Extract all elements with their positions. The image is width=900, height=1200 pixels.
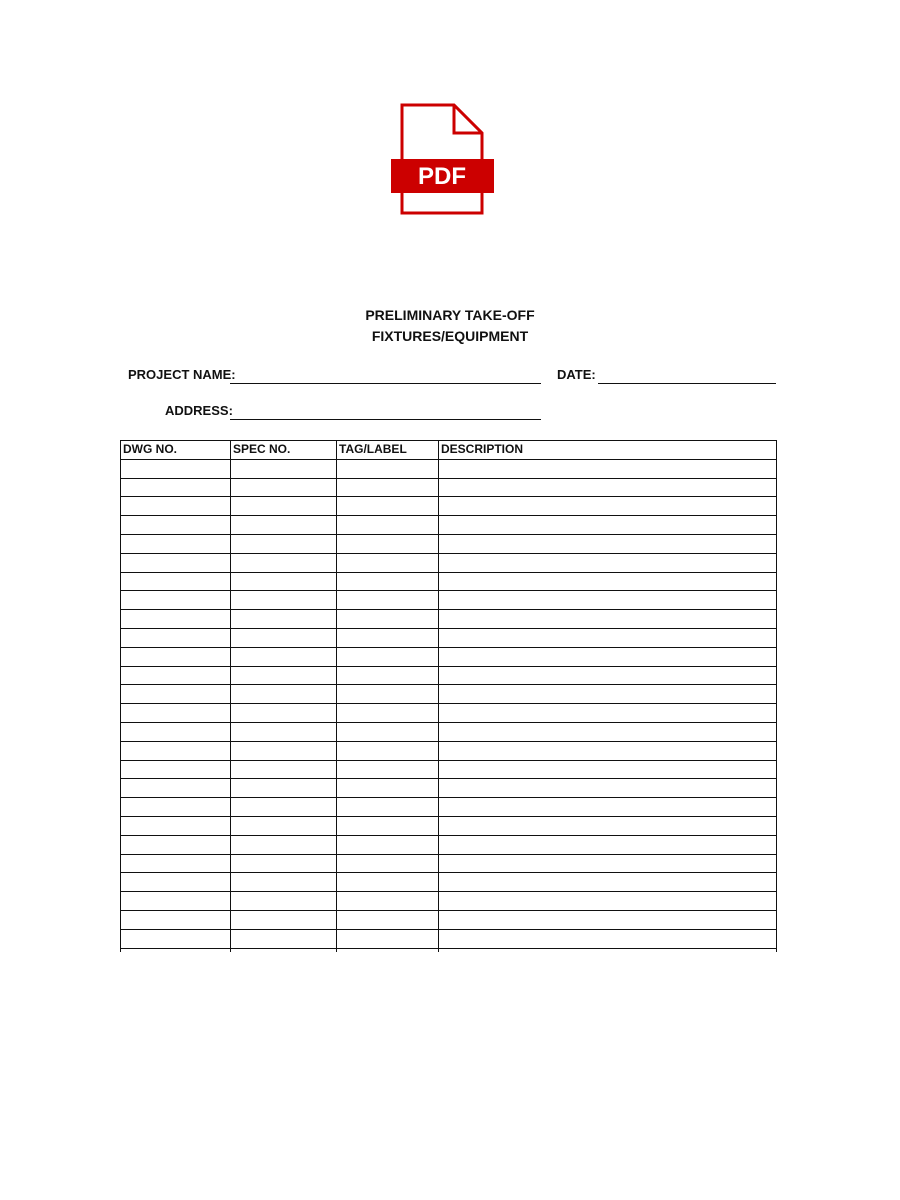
- description-cell[interactable]: [439, 816, 777, 835]
- spec-no-cell[interactable]: [231, 704, 337, 723]
- dwg-no-cell[interactable]: [121, 892, 231, 911]
- tag-label-cell[interactable]: [337, 854, 439, 873]
- dwg-no-cell[interactable]: [121, 741, 231, 760]
- dwg-no-cell[interactable]: [121, 516, 231, 535]
- spec-no-cell[interactable]: [231, 666, 337, 685]
- table-cell-partial: [231, 948, 337, 952]
- table-row: [121, 722, 777, 741]
- description-cell[interactable]: [439, 873, 777, 892]
- description-cell[interactable]: [439, 741, 777, 760]
- table-row: [121, 459, 777, 478]
- tag-label-cell[interactable]: [337, 497, 439, 516]
- tag-label-cell[interactable]: [337, 478, 439, 497]
- description-cell[interactable]: [439, 798, 777, 817]
- dwg-no-cell[interactable]: [121, 572, 231, 591]
- description-cell[interactable]: [439, 835, 777, 854]
- table-row: [121, 628, 777, 647]
- description-cell[interactable]: [439, 910, 777, 929]
- spec-no-cell[interactable]: [231, 798, 337, 817]
- dwg-no-cell[interactable]: [121, 929, 231, 948]
- spec-no-cell[interactable]: [231, 816, 337, 835]
- description-cell[interactable]: [439, 779, 777, 798]
- spec-no-cell[interactable]: [231, 760, 337, 779]
- description-cell[interactable]: [439, 722, 777, 741]
- project-name-field[interactable]: [230, 383, 541, 384]
- tag-label-cell[interactable]: [337, 516, 439, 535]
- table-row: [121, 892, 777, 911]
- description-cell[interactable]: [439, 892, 777, 911]
- table-row: [121, 704, 777, 723]
- description-cell[interactable]: [439, 685, 777, 704]
- spec-no-cell[interactable]: [231, 534, 337, 553]
- dwg-no-cell[interactable]: [121, 478, 231, 497]
- table-cell-partial: [121, 948, 231, 952]
- spec-no-cell[interactable]: [231, 835, 337, 854]
- dwg-no-cell[interactable]: [121, 497, 231, 516]
- description-cell[interactable]: [439, 666, 777, 685]
- table-row: [121, 666, 777, 685]
- tag-label-cell[interactable]: [337, 685, 439, 704]
- spec-no-cell[interactable]: [231, 478, 337, 497]
- dwg-no-cell[interactable]: [121, 760, 231, 779]
- dwg-no-cell[interactable]: [121, 685, 231, 704]
- tag-label-cell[interactable]: [337, 610, 439, 629]
- column-header-tag-label: TAG/LABEL: [337, 441, 439, 460]
- spec-no-cell[interactable]: [231, 779, 337, 798]
- tag-label-cell[interactable]: [337, 704, 439, 723]
- spec-no-cell[interactable]: [231, 572, 337, 591]
- title-line-2: FIXTURES/EQUIPMENT: [371, 328, 529, 344]
- tag-label-cell[interactable]: [337, 722, 439, 741]
- dwg-no-cell[interactable]: [121, 666, 231, 685]
- address-field[interactable]: [230, 419, 541, 420]
- tag-label-cell[interactable]: [337, 628, 439, 647]
- spec-no-cell[interactable]: [231, 610, 337, 629]
- spec-no-cell[interactable]: [231, 553, 337, 572]
- dwg-no-cell[interactable]: [121, 591, 231, 610]
- dwg-no-cell[interactable]: [121, 798, 231, 817]
- description-cell[interactable]: [439, 610, 777, 629]
- table-row: [121, 910, 777, 929]
- table-row: [121, 572, 777, 591]
- tag-label-cell[interactable]: [337, 779, 439, 798]
- dwg-no-cell[interactable]: [121, 722, 231, 741]
- description-cell[interactable]: [439, 628, 777, 647]
- table-row: [121, 553, 777, 572]
- tag-label-cell[interactable]: [337, 798, 439, 817]
- table-row: [121, 647, 777, 666]
- dwg-no-cell[interactable]: [121, 704, 231, 723]
- spec-no-cell[interactable]: [231, 685, 337, 704]
- table-row: [121, 516, 777, 535]
- tag-label-cell[interactable]: [337, 873, 439, 892]
- column-header-spec-no: SPEC NO.: [231, 441, 337, 460]
- spec-no-cell[interactable]: [231, 647, 337, 666]
- tag-label-cell[interactable]: [337, 666, 439, 685]
- spec-no-cell[interactable]: [231, 910, 337, 929]
- tag-label-cell[interactable]: [337, 647, 439, 666]
- table-row: [121, 591, 777, 610]
- description-cell[interactable]: [439, 854, 777, 873]
- description-cell[interactable]: [439, 478, 777, 497]
- table-cell-partial: [439, 948, 777, 952]
- tag-label-cell[interactable]: [337, 741, 439, 760]
- table-row: [121, 779, 777, 798]
- dwg-no-cell[interactable]: [121, 459, 231, 478]
- column-header-dwg-no: DWG NO.: [121, 441, 231, 460]
- description-cell[interactable]: [439, 760, 777, 779]
- table-row: [121, 816, 777, 835]
- description-cell[interactable]: [439, 459, 777, 478]
- dwg-no-cell[interactable]: [121, 854, 231, 873]
- table-row: [121, 835, 777, 854]
- form-title: [0, 305, 900, 347]
- pdf-icon-label: PDF: [418, 163, 466, 190]
- dwg-no-cell[interactable]: [121, 910, 231, 929]
- description-cell[interactable]: [439, 516, 777, 535]
- date-field[interactable]: [598, 383, 776, 384]
- table-row: [121, 929, 777, 948]
- table-row: [121, 534, 777, 553]
- tag-label-cell[interactable]: [337, 892, 439, 911]
- table-row-partial: [121, 948, 777, 952]
- dwg-no-cell[interactable]: [121, 647, 231, 666]
- dwg-no-cell[interactable]: [121, 628, 231, 647]
- dwg-no-cell[interactable]: [121, 534, 231, 553]
- spec-no-cell[interactable]: [231, 591, 337, 610]
- tag-label-cell[interactable]: [337, 929, 439, 948]
- description-cell[interactable]: [439, 929, 777, 948]
- spec-no-cell[interactable]: [231, 459, 337, 478]
- spec-no-cell[interactable]: [231, 892, 337, 911]
- table-row: [121, 478, 777, 497]
- tag-label-cell[interactable]: [337, 553, 439, 572]
- dwg-no-cell[interactable]: [121, 816, 231, 835]
- tag-label-cell[interactable]: [337, 816, 439, 835]
- table-cell-partial: [337, 948, 439, 952]
- table-row: [121, 741, 777, 760]
- description-cell[interactable]: [439, 497, 777, 516]
- table-row: [121, 685, 777, 704]
- spec-no-cell[interactable]: [231, 722, 337, 741]
- description-cell[interactable]: [439, 572, 777, 591]
- table-row: [121, 610, 777, 629]
- project-name-label: PROJECT NAME:: [128, 367, 236, 382]
- tag-label-cell[interactable]: [337, 591, 439, 610]
- spec-no-cell[interactable]: [231, 628, 337, 647]
- tag-label-cell[interactable]: [337, 572, 439, 591]
- date-label: DATE:: [557, 367, 596, 382]
- tag-label-cell[interactable]: [337, 459, 439, 478]
- dwg-no-cell[interactable]: [121, 779, 231, 798]
- description-cell[interactable]: [439, 591, 777, 610]
- dwg-no-cell[interactable]: [121, 835, 231, 854]
- column-header-description: DESCRIPTION: [439, 441, 777, 460]
- table-row: [121, 873, 777, 892]
- table-body: [121, 459, 777, 951]
- title-line-1: PRELIMINARY TAKE-OFF: [365, 307, 535, 323]
- spec-no-cell[interactable]: [231, 741, 337, 760]
- tag-label-cell[interactable]: [337, 910, 439, 929]
- spec-no-cell[interactable]: [231, 873, 337, 892]
- table-header-row: [121, 441, 777, 460]
- table-row: [121, 854, 777, 873]
- dwg-no-cell[interactable]: [121, 610, 231, 629]
- tag-label-cell[interactable]: [337, 760, 439, 779]
- spec-no-cell[interactable]: [231, 516, 337, 535]
- description-cell[interactable]: [439, 647, 777, 666]
- tag-label-cell[interactable]: [337, 835, 439, 854]
- spec-no-cell[interactable]: [231, 497, 337, 516]
- dwg-no-cell[interactable]: [121, 553, 231, 572]
- address-label: ADDRESS:: [165, 403, 233, 418]
- description-cell[interactable]: [439, 553, 777, 572]
- description-cell[interactable]: [439, 704, 777, 723]
- takeoff-table: [120, 440, 777, 952]
- spec-no-cell[interactable]: [231, 929, 337, 948]
- dwg-no-cell[interactable]: [121, 873, 231, 892]
- table-row: [121, 798, 777, 817]
- spec-no-cell[interactable]: [231, 854, 337, 873]
- table-row: [121, 760, 777, 779]
- description-cell[interactable]: [439, 534, 777, 553]
- table-row: [121, 497, 777, 516]
- pdf-file-icon: [390, 103, 496, 215]
- tag-label-cell[interactable]: [337, 534, 439, 553]
